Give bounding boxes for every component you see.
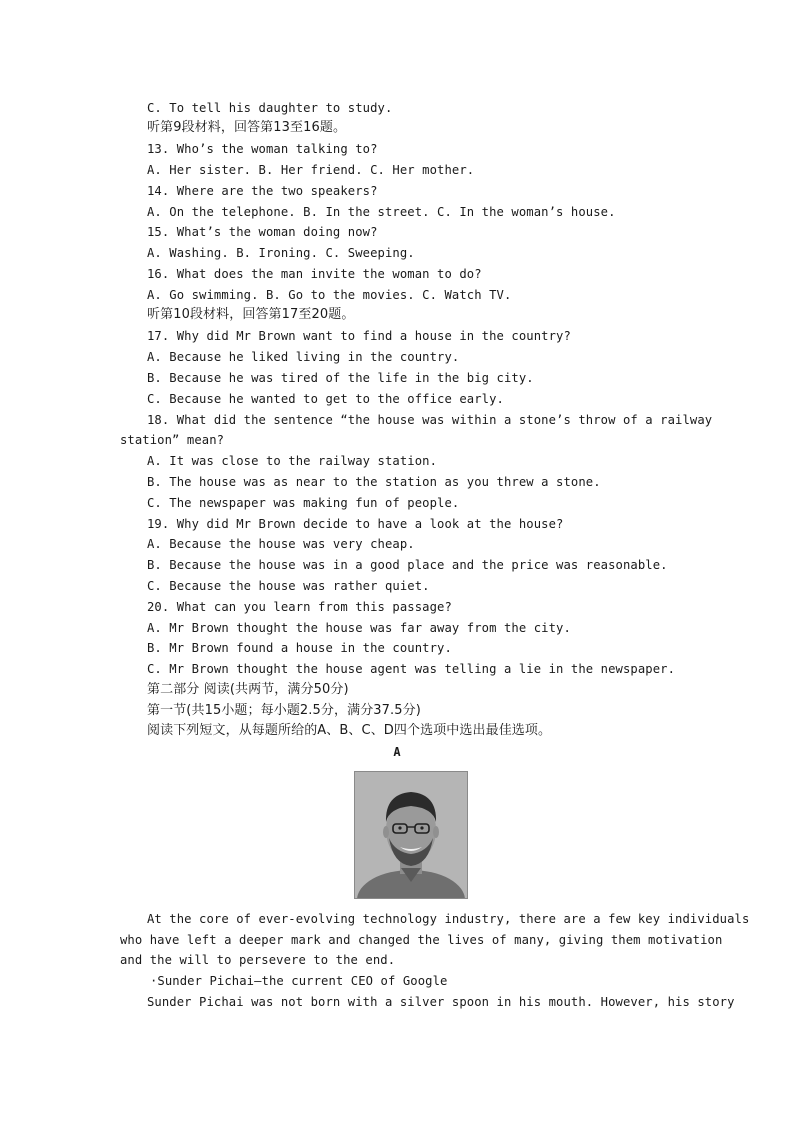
option-19b: B. Because the house was in a good place and the price was reasonable. (147, 558, 668, 572)
option-17c: C. Because he wanted to get to the office early. (147, 392, 504, 406)
section-instruction-9: 听第9段材料，回答第13至16题。 (147, 120, 347, 135)
reading-instruction: 阅读下列短文，从每题所给的A、B、C、D四个选项中选出最佳选项。 (147, 723, 552, 738)
options-14: A. On the telephone. B. In the street. C. In the woman’s house. (147, 205, 616, 219)
question-16: 16. What does the man invite the woman to do? (147, 267, 482, 281)
option-19a: A. Because the house was very cheap. (147, 537, 415, 551)
passage-label: A (393, 745, 401, 759)
question-18: 18. What did the sentence “the house was within a stone’s throw of a railway (147, 413, 713, 427)
question-15: 15. What’s the woman doing now? (147, 225, 378, 239)
passage-paragraph-1-line-1: At the core of ever-evolving technology industry, there are a few key individuals (147, 912, 750, 926)
option-20b: B. Mr Brown found a house in the country. (147, 641, 452, 655)
passage-paragraph-1-line-3: and the will to persevere to the end. (120, 953, 396, 967)
options-15: A. Washing. B. Ironing. C. Sweeping. (147, 246, 415, 260)
passage-paragraph-1-line-2: who have left a deeper mark and changed the lives of many, giving them motivation (120, 933, 723, 947)
option-20a: A. Mr Brown thought the house was far away from the city. (147, 621, 571, 635)
question-20: 20. What can you learn from this passage? (147, 600, 452, 614)
bullet-subheading: ·Sunder Pichai—the current CEO of Google (150, 974, 448, 988)
option-18a: A. It was close to the railway station. (147, 454, 438, 468)
question-14: 14. Where are the two speakers? (147, 184, 378, 198)
option-17b: B. Because he was tired of the life in the big city. (147, 371, 534, 385)
section-one-heading: 第一节(共15小题；每小题2.5分，满分37.5分) (147, 703, 421, 718)
options-16: A. Go swimming. B. Go to the movies. C. Watch TV. (147, 288, 512, 302)
question-13: 13. Who’s the woman talking to? (147, 142, 378, 156)
option-18b: B. The house was as near to the station as you threw a stone. (147, 475, 601, 489)
option-19c: C. Because the house was rather quiet. (147, 579, 430, 593)
question-17: 17. Why did Mr Brown want to find a house in the country? (147, 329, 571, 343)
question-18-cont: station” mean? (120, 433, 225, 447)
option-12c: C. To tell his daughter to study. (147, 101, 393, 115)
part-two-heading: 第二部分 阅读(共两节，满分50分) (147, 682, 349, 697)
options-13: A. Her sister. B. Her friend. C. Her mother. (147, 163, 475, 177)
option-18c: C. The newspaper was making fun of people. (147, 496, 460, 510)
portrait-photo (354, 771, 468, 899)
passage-paragraph-2-line-1: Sunder Pichai was not born with a silver spoon in his mouth. However, his story (147, 995, 735, 1009)
option-20c: C. Mr Brown thought the house agent was telling a lie in the newspaper. (147, 662, 676, 676)
question-19: 19. Why did Mr Brown decide to have a look at the house? (147, 517, 564, 531)
option-17a: A. Because he liked living in the country. (147, 350, 460, 364)
section-instruction-10: 听第10段材料，回答第17至20题。 (147, 307, 355, 322)
